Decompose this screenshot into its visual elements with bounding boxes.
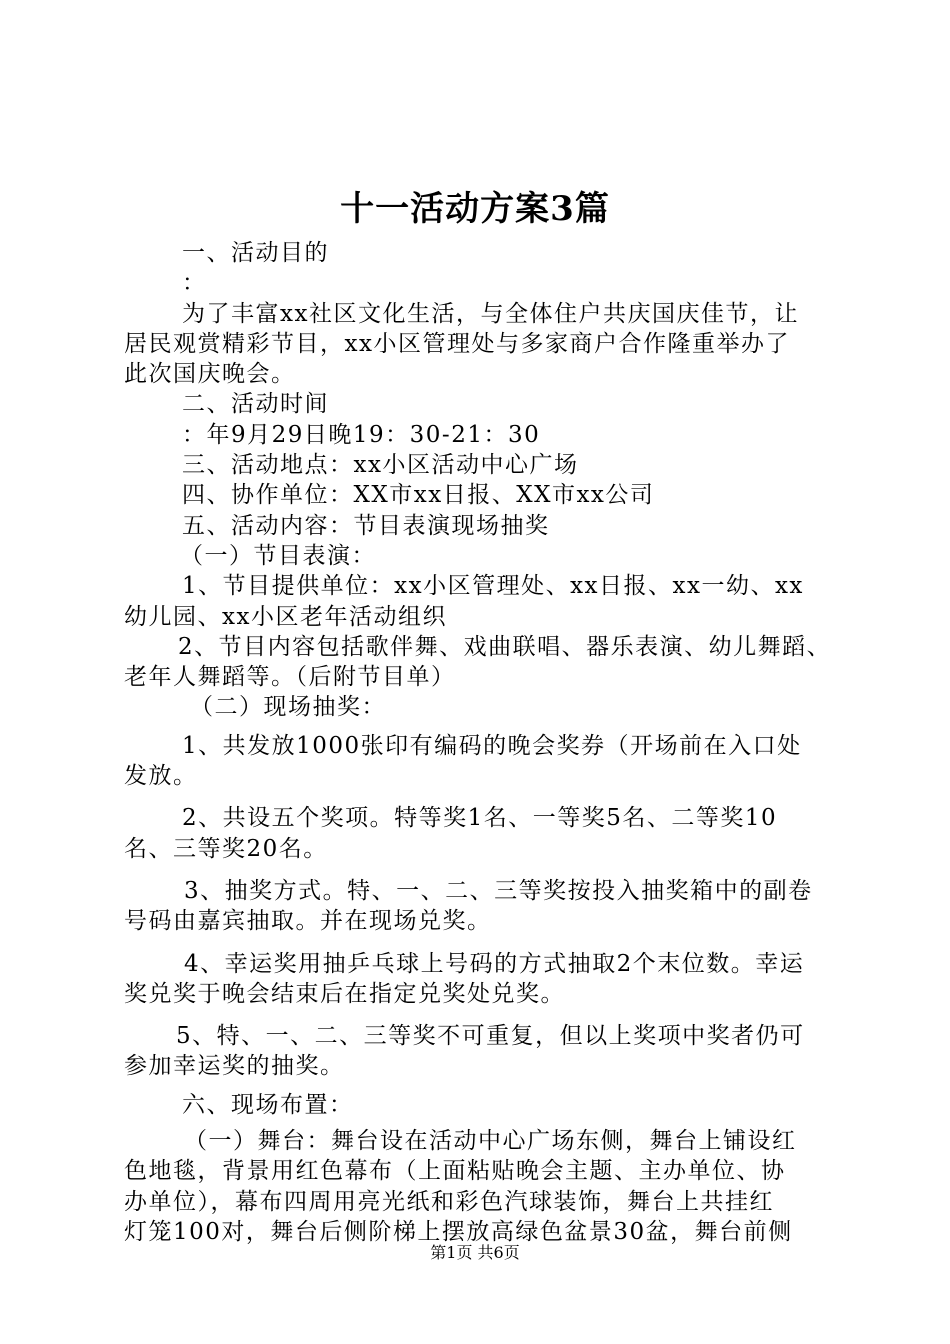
paragraph-line: 名、三等奖20名。 xyxy=(124,835,328,862)
paragraph-line: 此次国庆晚会。 xyxy=(124,361,296,388)
paragraph-line: 发放。 xyxy=(124,763,198,790)
section-heading-content: 五、活动内容：节目表演现场抽奖 xyxy=(182,512,550,539)
paragraph-line: 奖兑奖于晚会结束后在指定兑奖处兑奖。 xyxy=(124,980,565,1007)
document-body xyxy=(124,238,836,1247)
paragraph-line: 号码由嘉宾抽取。并在现场兑奖。 xyxy=(124,908,492,935)
document-title: 十一活动方案3篇 xyxy=(340,189,610,229)
paragraph-line: （一）舞台：舞台设在活动中心广场东侧，舞台上铺设红 xyxy=(184,1128,797,1155)
paragraph-line: ： xyxy=(182,270,207,297)
paragraph-line: 参加幸运奖的抽奖。 xyxy=(124,1053,345,1080)
section-heading-layout: 六、现场布置： xyxy=(182,1091,354,1118)
paragraph-line: 2、节目内容包括歌伴舞、戏曲联唱、器乐表演、幼儿舞蹈、 xyxy=(178,633,832,660)
paragraph-line: 3、抽奖方式。特、一、二、三等奖按投入抽奖箱中的副卷 xyxy=(184,877,813,904)
paragraph-line: 色地毯，背景用红色幕布（上面粘贴晚会主题、主办单位、协 xyxy=(124,1158,786,1185)
section-heading-purpose: 一、活动目的 xyxy=(182,240,329,266)
subsection-heading-lottery: （二）现场抽奖： xyxy=(190,694,386,721)
paragraph-line: 2、共设五个奖项。特等奖1名、一等奖5名、二等奖10 xyxy=(182,805,778,832)
paragraph-line: ：年9月29日晚19：30-21：30 xyxy=(182,421,541,448)
page-footer: 第1页 共6页 xyxy=(430,1243,520,1262)
paragraph-line: 灯笼100对，舞台后侧阶梯上摆放高绿色盆景30盆，舞台前侧 xyxy=(124,1218,793,1245)
subsection-heading-performance: （一）节目表演： xyxy=(180,542,376,569)
paragraph-line: 1、节目提供单位：xx小区管理处、xx日报、xx一幼、xx xyxy=(182,573,804,600)
paragraph-line: 1、共发放1000张印有编码的晚会奖券（开场前在入口处 xyxy=(182,732,802,759)
section-heading-location: 三、活动地点：xx小区活动中心广场 xyxy=(182,452,579,479)
paragraph-line: 办单位），幕布四周用亮光纸和彩色汽球装饰，舞台上共挂红 xyxy=(124,1188,774,1215)
paragraph-line: 老年人舞蹈等。（后附节目单） xyxy=(124,664,456,691)
paragraph-line: 4、幸运奖用抽乒乓球上号码的方式抽取2个末位数。幸运 xyxy=(184,950,805,977)
paragraph-line: 居民观赏精彩节目，xx小区管理处与多家商户合作隆重举办了 xyxy=(124,330,790,357)
section-heading-partners: 四、协作单位：XX市xx日报、XX市xx公司 xyxy=(182,482,655,509)
paragraph-line: 幼儿园、xx小区老年活动组织 xyxy=(124,603,447,630)
paragraph-line: 为了丰富xx社区文化生活，与全体住户共庆国庆佳节，让 xyxy=(182,300,799,327)
paragraph-line: 5、特、一、二、三等奖不可重复，但以上奖项中奖者仍可 xyxy=(176,1023,805,1050)
section-heading-time: 二、活动时间 xyxy=(182,391,329,418)
